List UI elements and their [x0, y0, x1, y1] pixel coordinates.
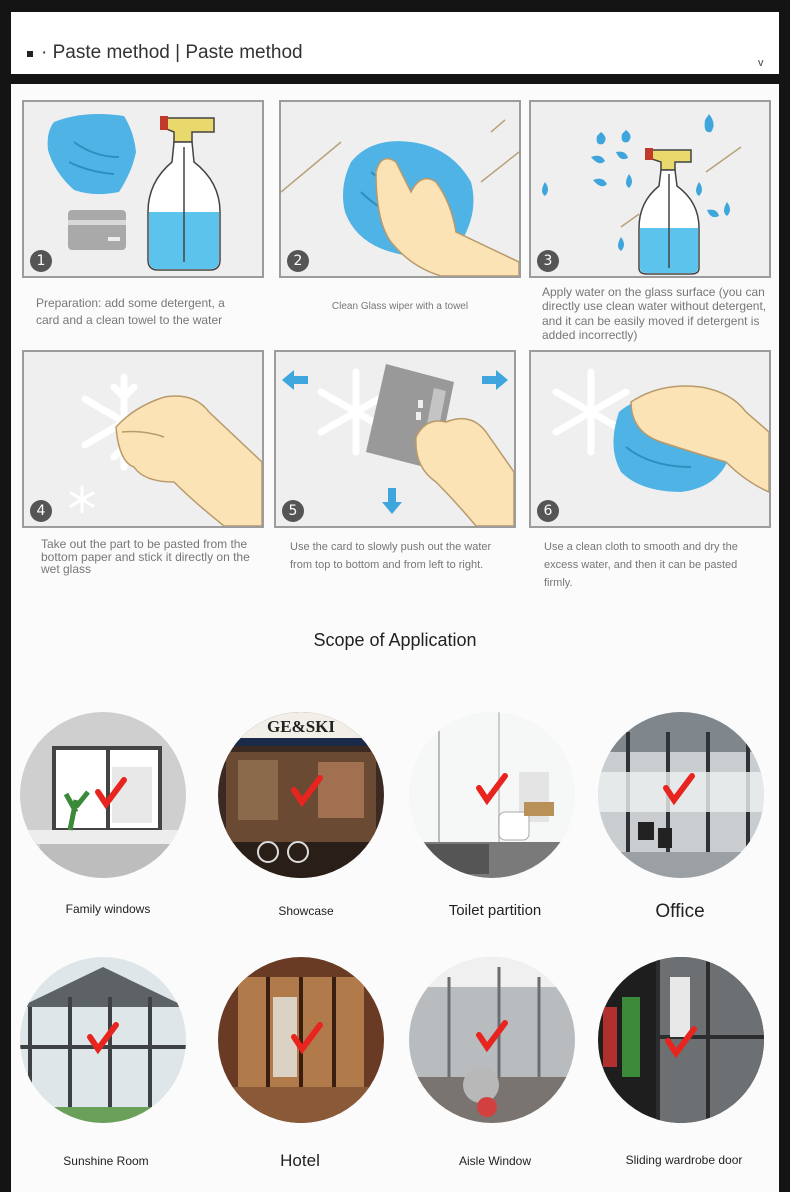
arrow-right-icon — [482, 370, 508, 390]
application-label: Sliding wardrobe door — [625, 1153, 743, 1167]
application-label: Aisle Window — [458, 1154, 532, 1168]
hand-icon — [416, 419, 514, 526]
step-caption-3: Apply water on the glass surface (you can directly use clean water without detergent, and it can be easily moved if detergent is added incorrectly) — [542, 285, 767, 343]
hand-icon — [116, 396, 262, 526]
step-card-3 — [529, 100, 771, 278]
hotel-image — [218, 957, 384, 1123]
step-number-3: 3 — [537, 250, 559, 272]
snowflake-icon — [71, 487, 93, 512]
arrow-left-icon — [282, 370, 308, 390]
sunshine-room-image — [20, 957, 186, 1123]
store-sign: GE&SKI — [266, 717, 336, 736]
spray-bottle-icon — [148, 116, 220, 270]
step-caption-2: Clean Glass wiper with a towel — [331, 301, 469, 312]
application-label: Family windows — [65, 902, 151, 916]
application-label: Hotel — [280, 1151, 320, 1170]
step-caption-1: Preparation: add some detergent, a card and a clean towel to the water — [36, 296, 225, 328]
step-caption-6: Use a clean cloth to smooth and dry the excess water, and then it can be pasted firmly. — [544, 541, 738, 590]
toilet-partition-image — [409, 712, 575, 878]
application-label: Sunshine Room — [63, 1154, 149, 1168]
step-card-6 — [529, 350, 771, 528]
step-card-1 — [22, 100, 264, 278]
arrow-down-icon — [382, 488, 402, 514]
family-windows-image — [20, 712, 186, 878]
spray-bottle-icon — [639, 148, 699, 274]
chevron-down-icon[interactable]: v — [758, 57, 764, 69]
section-header[interactable] — [11, 12, 779, 74]
step-caption-5: Use the card to slowly push out the water from top to bottom and from left to right. — [290, 541, 492, 572]
sliding-wardrobe-door-image — [598, 957, 764, 1123]
step-number-2: 2 — [287, 250, 309, 272]
step-number-6: 6 — [537, 500, 559, 522]
step-number-5: 5 — [282, 500, 304, 522]
application-label: Showcase — [278, 904, 334, 918]
section-title: · Paste method | Paste method — [41, 42, 303, 63]
step-card-5 — [274, 350, 516, 528]
office-image — [598, 712, 764, 878]
application-label: Office — [655, 901, 705, 922]
content-panel — [11, 84, 779, 1192]
showcase-image — [218, 712, 384, 878]
step-card-4 — [22, 350, 264, 528]
step-caption-4: Take out the part to be pasted from the bottom paper and stick it directly on the wet glass — [41, 537, 250, 577]
step-number-1: 1 — [30, 250, 52, 272]
water-drop-icon — [542, 114, 730, 251]
bullet-icon — [27, 51, 33, 57]
aisle-window-image — [409, 957, 575, 1123]
card-icon — [68, 210, 126, 250]
step-card-2 — [279, 100, 521, 278]
towel-icon — [48, 114, 136, 194]
scope-title: Scope of Application — [313, 630, 477, 650]
application-label: Toilet partition — [448, 902, 542, 919]
step-number-4: 4 — [30, 500, 52, 522]
